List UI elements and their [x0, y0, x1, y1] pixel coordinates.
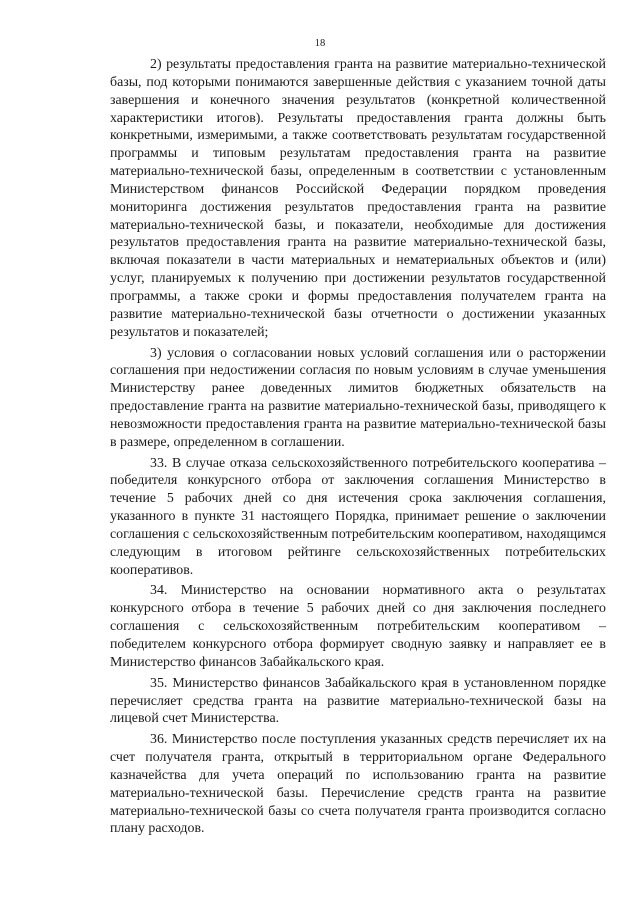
page-number: 18 — [314, 38, 326, 49]
paragraph-clause-35: 35. Министерство финансов Забайкальского края в установленном порядке перечисляет средства гранта на развитие материально-технической базы на лицевой счет Министерства. — [110, 675, 606, 727]
paragraph-clause-36: 36. Министерство после поступления указанных средств перечисляет их на счет получателя гранта, открытый в территориальном органе Федерального казначейства для учета операций по использованию гранта на развитие материально-технической базы. Перечисление средств гранта на развитие материально-технической базы со счета получателя гранта производится согласно плану расходов. — [110, 732, 606, 837]
paragraph-item-3-conditions: 3) условия о согласовании новых условий соглашения или о расторжении соглашения при недостижении согласия по новым условиям в случае уменьшения Министерству ранее доведенных лимитов бюджетных обязательств на предоставление гранта на развитие материально-технической базы, приводящего к невозможности предоставления гранта на развитие материально-технической базы в размере, определенном в соглашении. — [110, 345, 606, 450]
paragraph-item-2-results: 2) результаты предоставления гранта на развитие материально-технической базы, под которыми понимаются завершенные действия с указанием точной даты завершения и конечного значения результатов (конкретной количественной характеристики итогов). Результаты предоставления гранта должны быть конкретными, измеримыми, а также соответствовать результатам государственной программы и типовым результатам предоставления гранта на развитие материально-технической базы, определенным в соответствии с установленным Министерством финансов Российской Федерации порядком проведения мониторинга достижения результатов предоставления гранта на развитие материально-технической базы, и показатели, необходимые для достижения результатов предоставления гранта на развитие материально-технической базы, включая показатели в части материальных и нематериальных объектов и (или) услуг, планируемых к получению при достижении результатов государственной программы, а также сроки и формы предоставления получателем гранта на развитие материально-технической базы отчетности о достижении указанных результатов и показателей; — [110, 57, 606, 340]
paragraph-clause-34: 34. Министерство на основании нормативного акта о результатах конкурсного отбора в течение 5 рабочих дней со дня заключения последнего соглашения с сельскохозяйственным потребительским кооперативом – победителем конкурсного отбора формирует сводную заявку и направляет ее в Министерство финансов Забайкальского края. — [110, 583, 606, 670]
document-body — [110, 56, 606, 841]
paragraph-clause-33: 33. В случае отказа сельскохозяйственного потребительского кооператива – победителя конкурсного отбора от заключения соглашения Министерство в течение 5 рабочих дней со дня истечения срока заключения соглашения, указанного в пункте 31 настоящего Порядка, принимает решение о заключении соглашения с сельскохозяйственным потребительским кооперативом, находящимся следующим в итоговом рейтинге сельскохозяйственных потребительских кооперативов. — [110, 455, 606, 578]
